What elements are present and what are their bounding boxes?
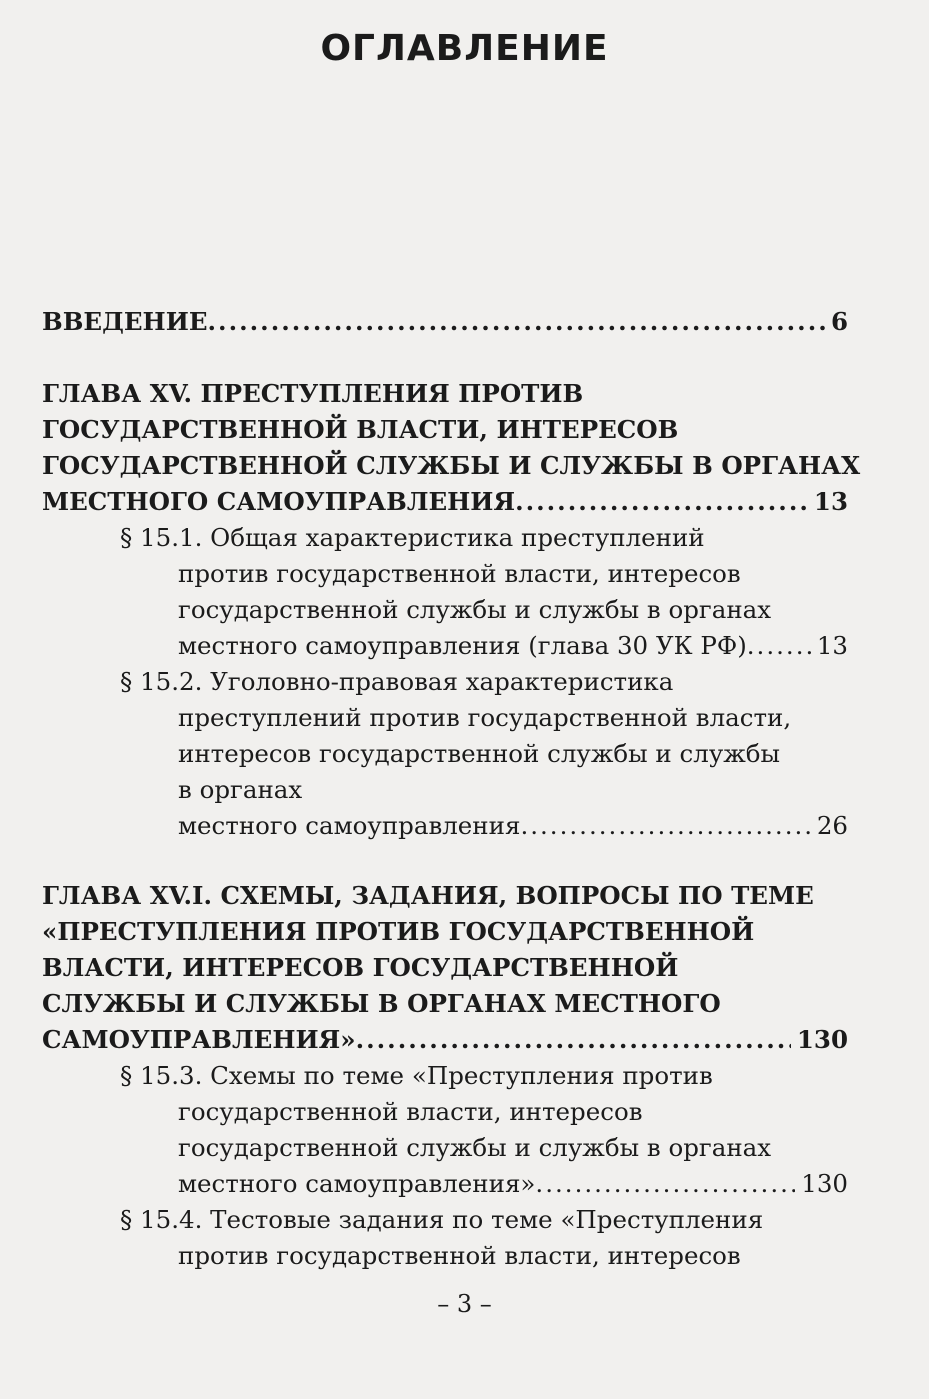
- page-number: – 3 –: [437, 1290, 492, 1318]
- toc-entry-label: САМОУПРАВЛЕНИЯ»: [42, 1025, 356, 1054]
- toc-page-number: 13: [813, 487, 848, 516]
- section-15-1-line-1: § 15.1. Общая характеристика преступлений: [120, 523, 705, 552]
- section-15-3-line-3: государственной службы и службы в органах: [178, 1133, 772, 1162]
- section-15-2-line-2: преступлений против государственной власти,: [178, 703, 792, 732]
- toc-entry-label: местного самоуправления: [178, 811, 521, 840]
- section-15-2-last-line: [178, 808, 848, 844]
- dot-leader: [520, 808, 810, 844]
- section-15-2-line-4: в органах: [178, 775, 303, 804]
- chapter-15-1-line-1: ГЛАВА XV.I. СХЕМЫ, ЗАДАНИЯ, ВОПРОСЫ ПО ТЕМЕ: [42, 881, 814, 910]
- toc-page-number: 130: [801, 1169, 848, 1198]
- chapter-15-1-line-2: «ПРЕСТУПЛЕНИЯ ПРОТИВ ГОСУДАРСТВЕННОЙ: [42, 917, 755, 946]
- section-15-4-line-1: § 15.4. Тестовые задания по теме «Преступления: [120, 1205, 764, 1234]
- chapter-15-1-line-4: СЛУЖБЫ И СЛУЖБЫ В ОРГАНАХ МЕСТНОГО: [42, 989, 721, 1018]
- chapter-15-line-2: ГОСУДАРСТВЕННОЙ ВЛАСТИ, ИНТЕРЕСОВ: [42, 415, 679, 444]
- toc-page-number: 13: [816, 631, 848, 660]
- chapter-15-line-1: ГЛАВА XV. ПРЕСТУПЛЕНИЯ ПРОТИВ: [42, 379, 584, 408]
- section-15-1-last-line: [178, 628, 848, 664]
- section-15-3-line-2: государственной власти, интересов: [178, 1097, 643, 1126]
- dot-leader: [747, 628, 811, 664]
- toc-title: ОГЛАВЛЕНИЕ: [320, 28, 609, 69]
- section-15-1-line-2: против государственной власти, интересов: [178, 559, 741, 588]
- chapter-15-last-line: [42, 484, 848, 520]
- chapter-15-line-3: ГОСУДАРСТВЕННОЙ СЛУЖБЫ И СЛУЖБЫ В ОРГАНАХ: [42, 451, 861, 480]
- toc-entry-label: МЕСТНОГО САМОУПРАВЛЕНИЯ: [42, 487, 516, 516]
- dot-leader: [208, 304, 825, 340]
- dot-leader: [356, 1022, 791, 1058]
- toc-entry-label: местного самоуправления»: [178, 1169, 536, 1198]
- toc-entry-label: ВВЕДЕНИЕ: [42, 307, 208, 336]
- section-15-2-line-3: интересов государственной службы и службы: [178, 739, 781, 768]
- dot-leader: [515, 484, 808, 520]
- section-15-2-line-1: § 15.2. Уголовно-правовая характеристика: [120, 667, 674, 696]
- section-15-1-line-3: государственной службы и службы в органах: [178, 595, 772, 624]
- chapter-15-1-line-3: ВЛАСТИ, ИНТЕРЕСОВ ГОСУДАРСТВЕННОЙ: [42, 953, 679, 982]
- section-15-4-line-2: против государственной власти, интересов: [178, 1241, 741, 1270]
- toc-page-number: 130: [796, 1025, 848, 1054]
- toc-entry-intro: [42, 304, 848, 340]
- chapter-15-1-last-line: [42, 1022, 848, 1058]
- toc-page-number: 6: [830, 307, 848, 336]
- section-15-3-last-line: [178, 1166, 848, 1202]
- toc-page-number: 26: [816, 811, 848, 840]
- dot-leader: [535, 1166, 795, 1202]
- section-15-3-line-1: § 15.3. Схемы по теме «Преступления против: [120, 1061, 713, 1090]
- toc-entry-label: местного самоуправления (глава 30 УК РФ): [178, 631, 747, 660]
